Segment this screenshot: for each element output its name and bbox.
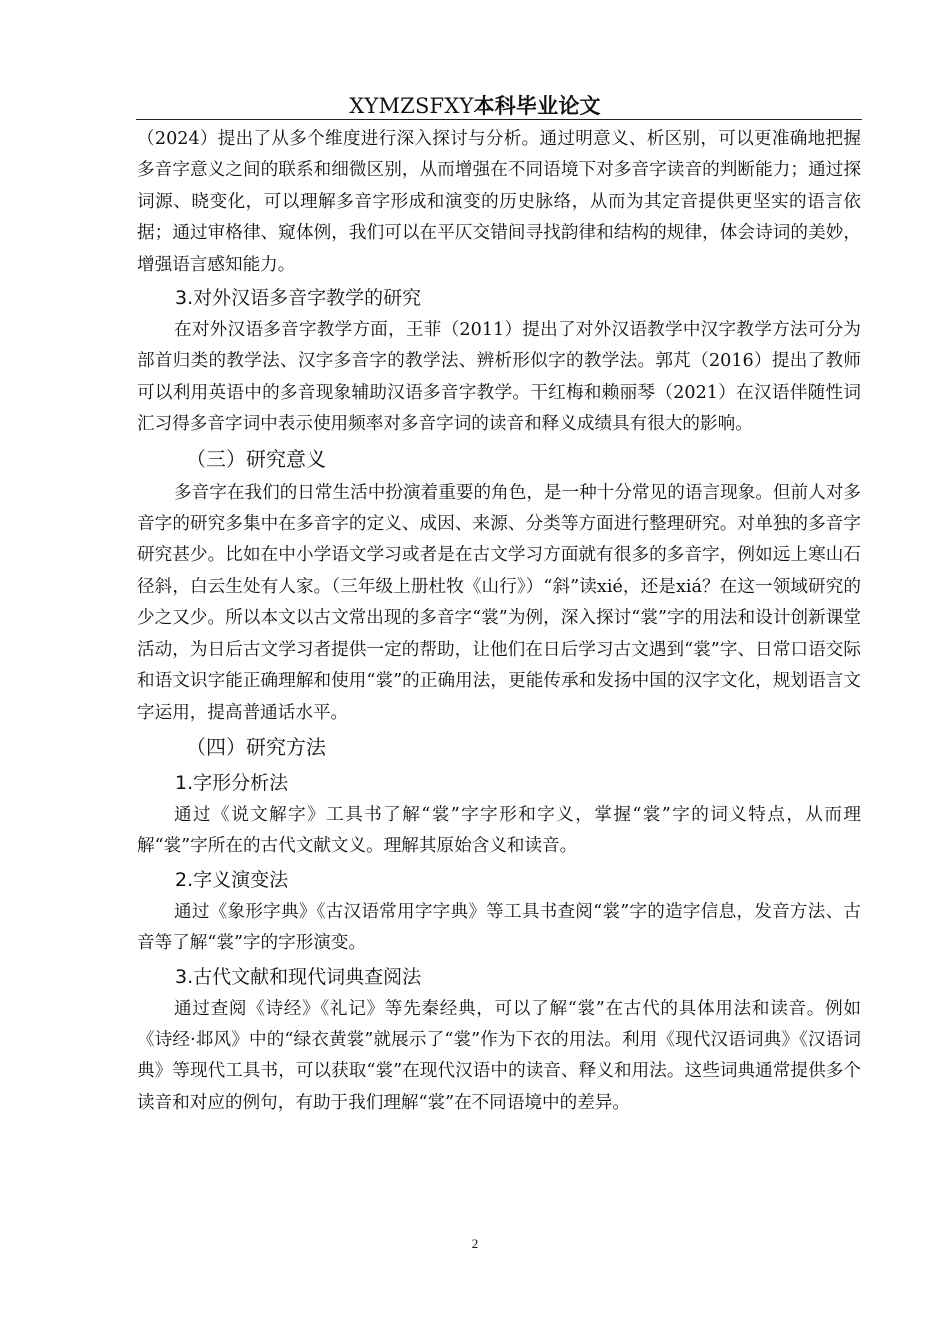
header-title-latin: XYMZSFXY	[349, 94, 474, 118]
header-rule	[136, 119, 862, 120]
subheading-method-1: 1.字形分析法	[175, 771, 289, 794]
header-title-cn: 本科毕业论文	[473, 93, 601, 118]
subheading-foreign-teaching: 3.对外汉语多音字教学的研究	[175, 287, 422, 310]
section-heading-significance: （三）研究意义	[186, 446, 326, 471]
paragraph-foreign-teaching: 在对外汉语多音字教学方面，王菲（2011）提出了对外汉语教学中汉字教学方法可分为部首归类的教学法、汉字多音字的教学法、辨析形似字的教学法。郭芃（2016）提出了教师可以利用英语中的多音现象辅助汉语多音字教学。干红梅和赖丽琴（2021）在汉语伴随性词汇习得多音字词中表示使用频率对多音字词的读音和释义成绩具有很大的影响。	[137, 320, 861, 435]
page-header	[0, 92, 950, 120]
paragraph-method-2: 通过《象形字典》《古汉语常用字字典》等工具书查阅“裳”字的造字信息，发音方法、古音等了解“裳”字的字形演变。	[137, 901, 861, 954]
section-heading-methods: （四）研究方法	[186, 734, 326, 759]
paragraph-significance: 多音字在我们的日常生活中扮演着重要的角色，是一种十分常见的语言现象。但前人对多音字的研究多集中在多音字的定义、成因、来源、分类等方面进行整理研究。对单独的多音字研究甚少。比如在中小学语文学习或者是在古文学习方面就有很多的多音字，例如远上寒山石径斜，白云生处有人家。（三年级上册杜牧《山行》）“斜”读xié，还是xiá？在这一领域研究的少之又少。所以本文以古文常出现的多音字“裳”为例，深入探讨“裳”字的用法和设计创新课堂活动，为日后古文学习者提供一定的帮助，让他们在日后学习古文遇到“裳”字、日常口语交际和语文识字能正确理解和使用“裳”的正确用法，更能传承和发扬中国的汉字文化，规划语言文字运用，提高普通话水平。	[137, 482, 861, 723]
paragraph-method-3: 通过查阅《诗经》《礼记》等先秦经典，可以了解“裳”在古代的具体用法和读音。例如《诗经·邶风》中的“绿衣黄裳”就展示了“裳”作为下衣的用法。利用《现代汉语词典》《汉语词典》等现代工具书，可以获取“裳”在现代汉语中的读音、释义和用法。这些词典通常提供多个读音和对应的例句，有助于我们理解“裳”在不同语境中的差异。	[137, 998, 861, 1113]
page-number: 2	[471, 1236, 479, 1251]
paragraph-method-1: 通过《说文解字》工具书了解“裳”字字形和字义，掌握“裳”字的词义特点，从而理解“裳”字所在的古代文献文义。理解其原始含义和读音。	[137, 804, 861, 857]
body-content	[137, 124, 861, 1119]
subheading-method-3: 3.古代文献和现代词典查阅法	[175, 965, 422, 988]
subheading-method-2: 2.字义演变法	[175, 868, 289, 891]
paragraph-continuation: （2024）提出了从多个维度进行深入探讨与分析。通过明意义、析区别，可以更准确地把握多音字意义之间的联系和细微区别，从而增强在不同语境下对多音字读音的判断能力；通过探词源、晓变化，可以理解多音字形成和演变的历史脉络，从而为其定音提供更坚实的语言依据；通过审格律、窥体例，我们可以在平仄交错间寻找韵律和结构的规律，体会诗词的美妙，增强语言感知能力。	[137, 129, 861, 275]
